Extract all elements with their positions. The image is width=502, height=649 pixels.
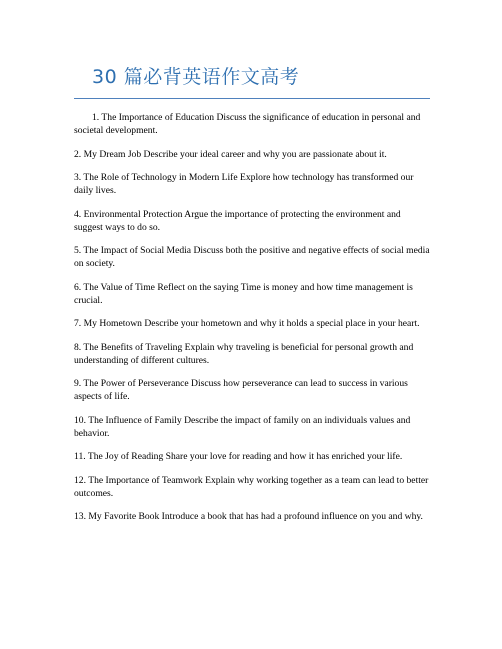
topic-item-2: 2. My Dream Job Describe your ideal career and why you are passionate about it. (74, 148, 387, 160)
topic-item-4: 4. Environmental Protection Argue the importance of protecting the environment and suggest ways to do so. (74, 208, 401, 233)
topic-item-6: 6. The Value of Time Reflect on the saying Time is money and how time management is crucial. (74, 281, 413, 306)
topic-item-10: 10. The Influence of Family Describe the impact of family on an individuals values and behavior. (74, 414, 411, 439)
topic-item-5: 5. The Impact of Social Media Discuss both the positive and negative effects of social media on society. (74, 245, 430, 269)
topic-item-13: 13. My Favorite Book Introduce a book that has had a profound influence on you and why. (74, 511, 423, 522)
title-underline (74, 98, 430, 99)
topic-item-7: 7. My Hometown Describe your hometown and why it holds a special place in your heart. (74, 318, 420, 329)
document-title: 30 篇必背英语作文高考 (92, 66, 300, 88)
topic-item-12: 12. The Importance of Teamwork Explain why working together as a team can lead to better outcomes. (74, 474, 429, 499)
topic-item-9: 9. The Power of Perseverance Discuss how perseverance can lead to success in various aspects of life. (74, 378, 408, 402)
essay-topic-list (74, 111, 430, 534)
topic-item-11: 11. The Joy of Reading Share your love for reading and how it has enriched your life. (74, 451, 403, 462)
topic-item-8: 8. The Benefits of Traveling Explain why traveling is beneficial for personal growth and understanding of different cultures. (74, 341, 414, 366)
topic-item-1: 1. The Importance of Education Discuss the significance of education in personal and societal development. (74, 112, 421, 136)
topic-item-3: 3. The Role of Technology in Modern Life Explore how technology has transformed our daily lives. (74, 172, 414, 196)
